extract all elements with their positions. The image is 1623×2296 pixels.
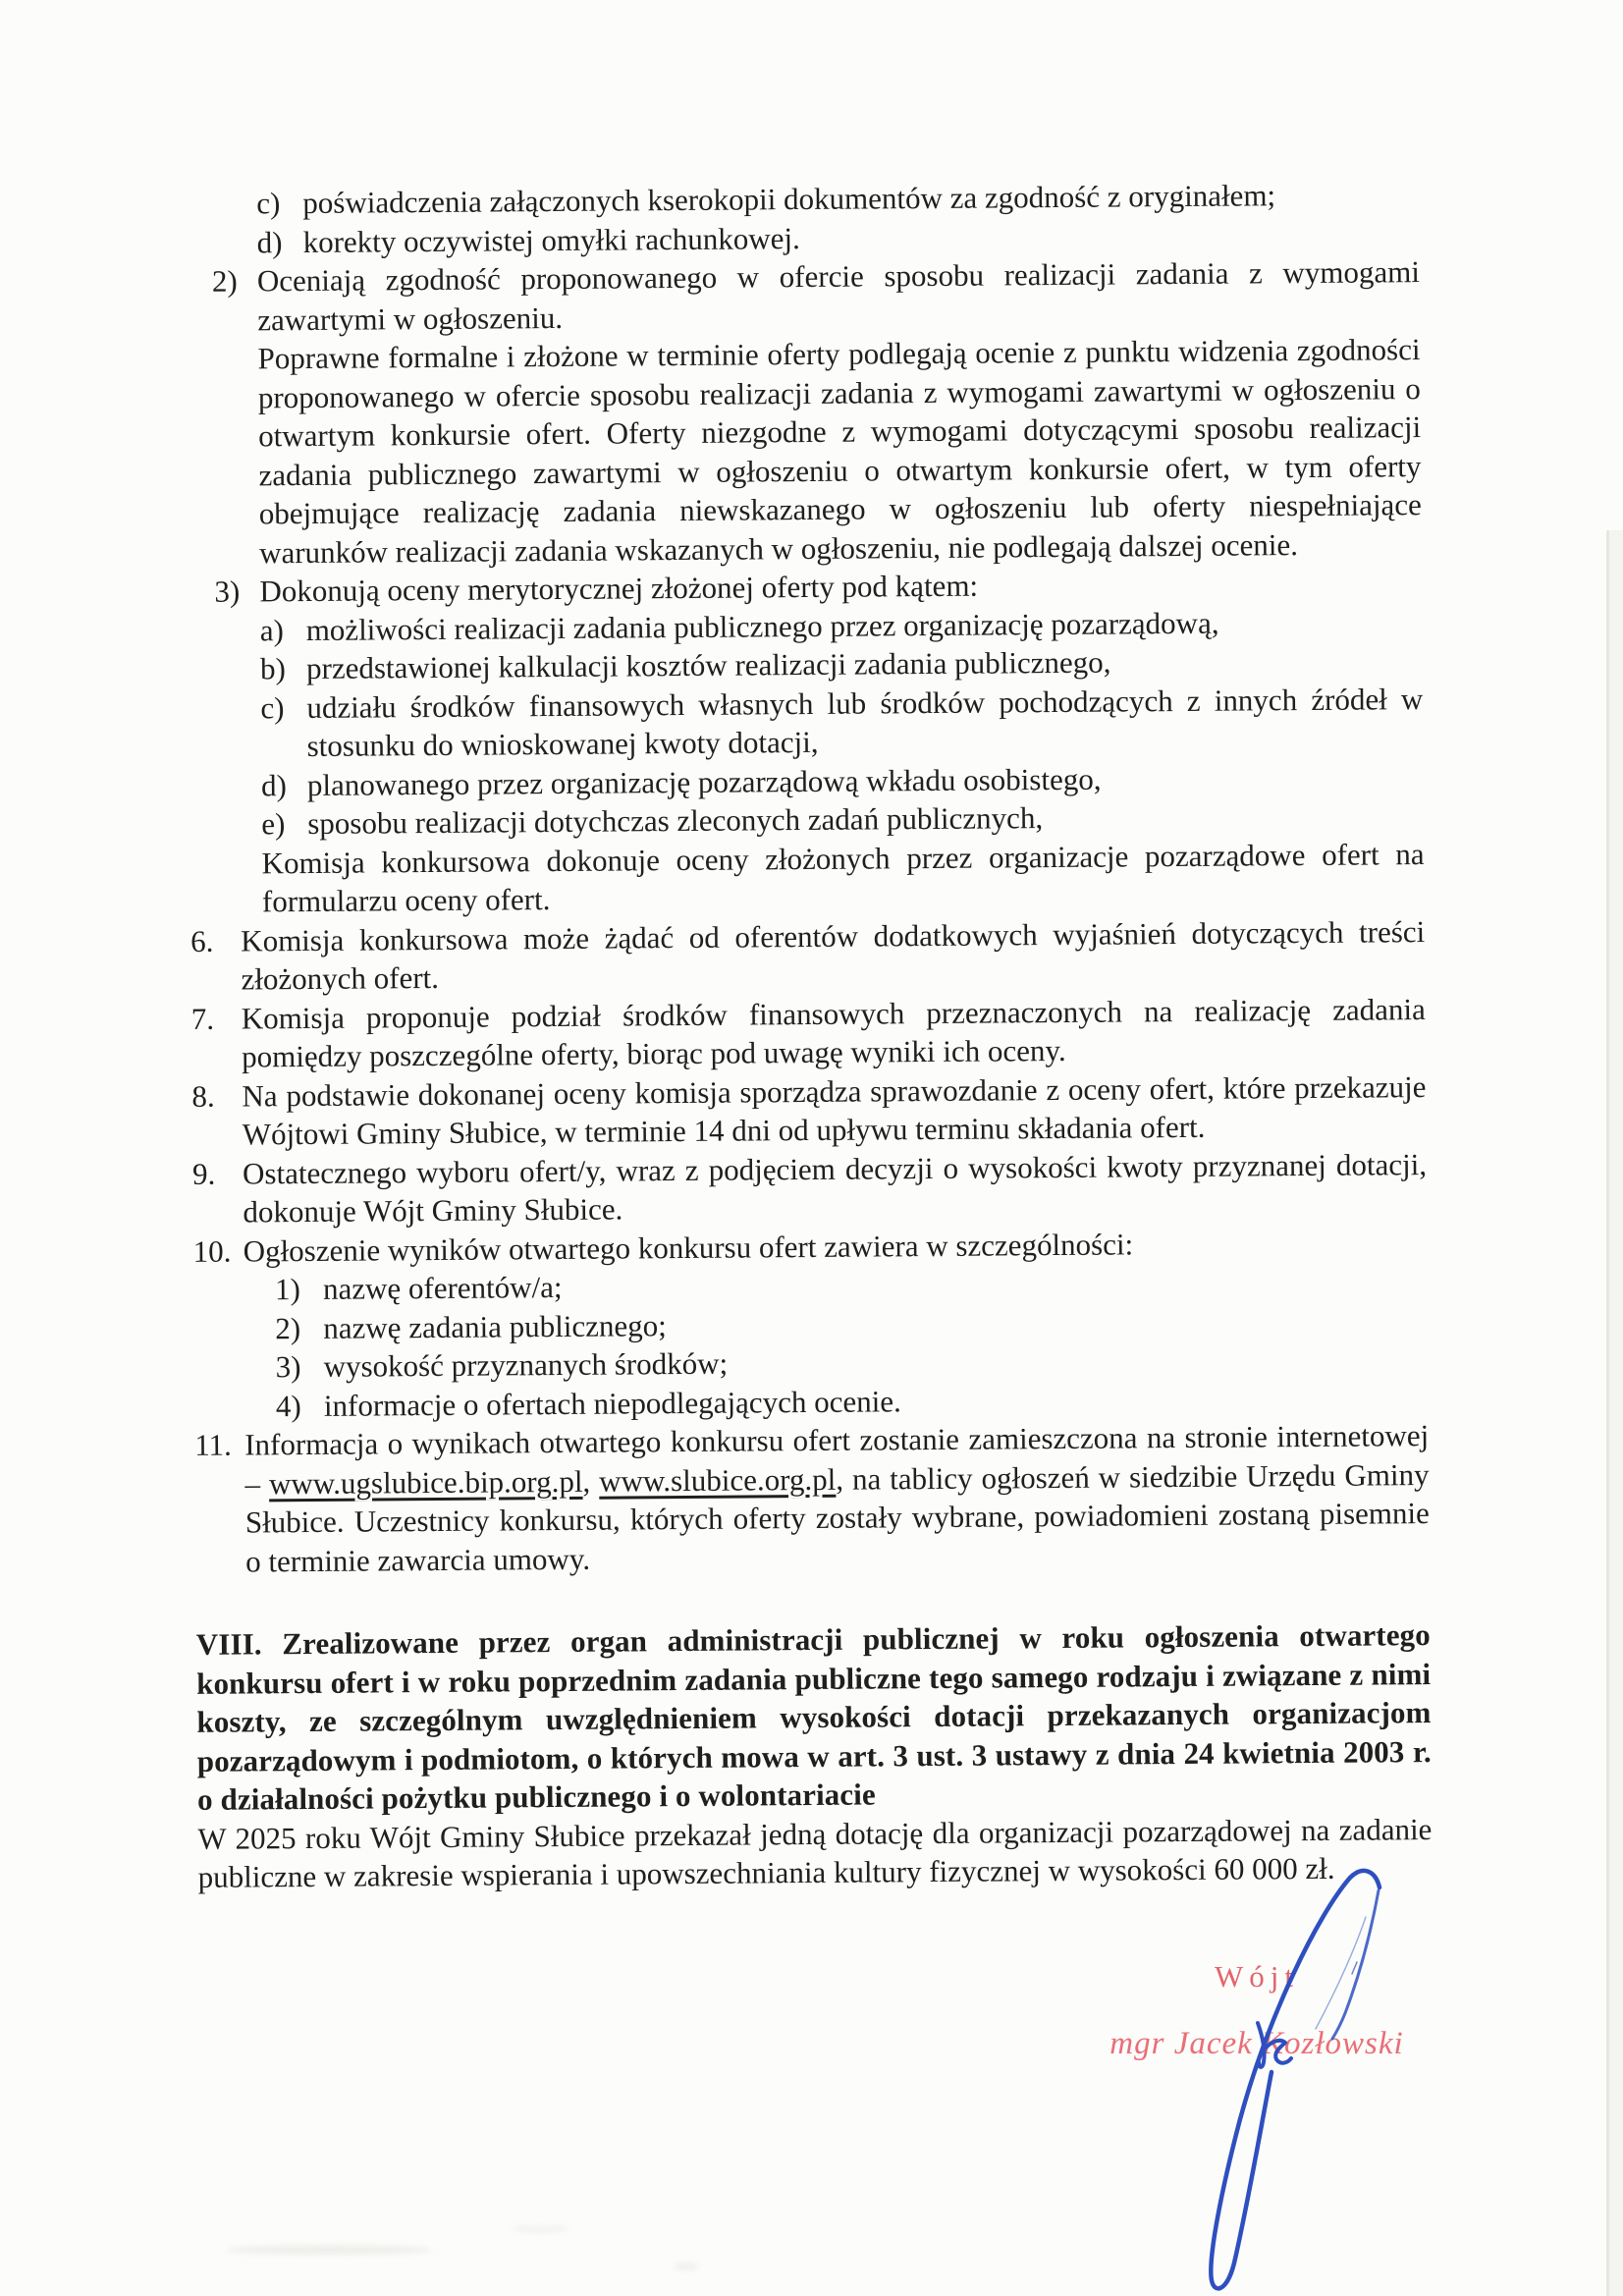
list-marker: a): [259, 612, 284, 647]
list-marker: d): [256, 224, 283, 259]
list-item-text: korekty oczywistej omyłki rachunkowej.: [302, 220, 800, 259]
list-marker: c): [256, 186, 281, 221]
list-item-text-segment: Informacja o wynikach otwartego konkursu ofert zostanie zamieszczona na stronie internetowej –: [244, 1418, 1430, 1502]
list-marker: 4): [275, 1388, 301, 1423]
list-item-text: udziału środków finansowych własnych lub środków pochodzących z innych źródeł w stosunku do wnioskowanej kwoty dotacji,: [306, 681, 1424, 764]
signature-ink: [1129, 1846, 1424, 2296]
list-marker: b): [259, 651, 287, 686]
list-marker: 2): [275, 1310, 301, 1345]
list-item-text: Komisja proponuje podział środków finansowych przeznaczonych na realizację zadania pomiędzy poszczególne oferty, biorąc pod uwagę wyniki ich oceny.: [241, 991, 1426, 1074]
list-marker: 9.: [191, 1156, 216, 1191]
list-item: [191, 1067, 1427, 1155]
list-item-text: Dokonują oceny merytorycznej złożonej oferty pod kątem:: [259, 568, 979, 609]
list-item-text: poświadczenia załączonych kserokopii dokumentów za zgodność z oryginałem;: [302, 178, 1276, 221]
list-item-text: Ogłoszenie wyników otwartego konkursu ofert zawiera w szczególności:: [243, 1226, 1134, 1269]
list-marker: 7.: [190, 1001, 215, 1036]
list-item-text: planowanego przez organizację pozarządową wkładu osobistego,: [306, 761, 1102, 802]
scan-edge-shadow: [1609, 530, 1623, 2296]
list-item-text: Komisja konkursowa może żądać od oferentów dodatkowych wyjaśnień dotyczących treści złożonych ofert.: [241, 913, 1426, 997]
list-marker: e): [261, 806, 286, 842]
list-item-text: [244, 1416, 1430, 1580]
list-marker: 3): [214, 574, 241, 609]
list-item-text: nazwę zadania publicznego;: [323, 1307, 667, 1345]
list-item: [194, 1416, 1430, 1581]
list-item-text-segment: ,: [582, 1463, 600, 1499]
list-marker: 2): [211, 263, 238, 299]
stamp-name: mgr Jacek Kozłowski: [1109, 2026, 1404, 2061]
paragraph: Komisja konkursowa dokonuje oceny złożonych przez organizacje pozarządowe ofert na formularzu oceny ofert.: [261, 836, 1425, 919]
list-marker: 6.: [190, 923, 214, 958]
list-marker: 11.: [194, 1427, 232, 1462]
scan-smudge: [226, 2245, 432, 2255]
list-item-text: informacje o ofertach niepodlegających ocenie.: [323, 1383, 901, 1423]
section-heading-viii: VIII. Zrealizowane przez organ administracji publicznej w roku ogłoszenia otwartego konkursu ofert i w roku poprzednim zadania publiczne tego samego rodzaju i związane z nimi koszty, ze szczególnym uwzględnieniem wysokości dotacji przekazanych organizacjom pozarządowym i podmiotom, o których mowa w art. 3 ust. 3 ustawy z dnia 24 kwietnia 2003 r. o działalności pożytku publicznego i o wolontariacie: [195, 1617, 1432, 1817]
list-marker: 8.: [191, 1078, 215, 1114]
list-item-text: wysokość przyznanych środków;: [323, 1345, 729, 1384]
list-item-text: Oceniają zgodność proponowanego w ofercie sposobu realizacji zadania z wymogami zawartymi w ogłoszeniu.: [256, 254, 1421, 337]
list-marker: d): [260, 767, 287, 802]
scan-smudge: [511, 2225, 569, 2233]
list-item-text: Ostatecznego wyboru ofert/y, wraz z podjęciem decyzji o wysokości kwoty przyznanej dotacji, dokonuje Wójt Gminy Słubice.: [242, 1146, 1428, 1230]
list-item: [260, 680, 1424, 766]
list-marker: 10.: [192, 1233, 232, 1269]
paragraph: Poprawne formalne i złożone w terminie oferty podlegają ocenie z punktu widzenia zgodności proponowanego w ofercie sposobu realizacji zadania z wymogami zawartymi w ogłoszeniu o otwartym konkursie ofert. Oferty niezgodne z wymogami dotyczącymi sposobu realizacji zadania publicznego zawartymi w ogłoszeniu o otwartym konkursie ofert, w tym oferty obejmujące realizację zadania niewskazanego w ogłoszeniu lub oferty niespełniające warunków realizacji zadania wskazanych w ogłoszeniu, nie podlegają dalszej ocenie.: [257, 332, 1422, 570]
list-marker: 3): [275, 1349, 301, 1385]
list-item-text: przedstawionej kalkulacji kosztów realizacji zadania publicznego,: [305, 644, 1111, 686]
list-item-text: Na podstawie dokonanej oceny komisja sporządza sprawozdanie z oceny ofert, które przekazuje Wójtowi Gminy Słubice, w terminie 14 dni od upływu terminu składania ofert.: [242, 1068, 1427, 1152]
list-marker: 1): [274, 1272, 300, 1307]
list-item: [191, 990, 1427, 1077]
list-item-text: sposobu realizacji dotychczas zleconych zadań publicznych,: [307, 800, 1044, 841]
paragraph-2025: W 2025 roku Wójt Gminy Słubice przekazał jedną dotację dla organizacji pozarządowej na zadanie publiczne w zakresie wspierania i upowszechniania kultury fizycznej w wysokości 60 000 zł.: [197, 1811, 1433, 1894]
stamp-title: Wójt: [1215, 1959, 1299, 1994]
list-item: [190, 912, 1426, 1000]
url-link-slubice[interactable]: www.slubice.org.pl: [599, 1461, 837, 1499]
list-item-text-segment: , na tablicy ogłoszeń w siedzibie Urzędu Gminy Słubice. Uczestnicy konkursu, których oferty zostały wybrane, powiadomieni zostaną pisemnie o terminie zawarcia umowy.: [244, 1456, 1430, 1579]
scan-smudge: [674, 2263, 699, 2270]
url-link-ugslubice[interactable]: www.ugslubice.bip.org.pl: [268, 1463, 583, 1501]
list-item: [212, 252, 1421, 340]
list-marker: c): [260, 689, 285, 725]
scan-edge-line: [1606, 530, 1609, 2296]
list-item-text: możliwości realizacji zadania publicznego przez organizację pozarządową,: [305, 605, 1219, 647]
list-item-text: nazwę oferentów/a;: [322, 1269, 563, 1306]
document-content: [185, 175, 1433, 1896]
list-item: [192, 1145, 1428, 1232]
